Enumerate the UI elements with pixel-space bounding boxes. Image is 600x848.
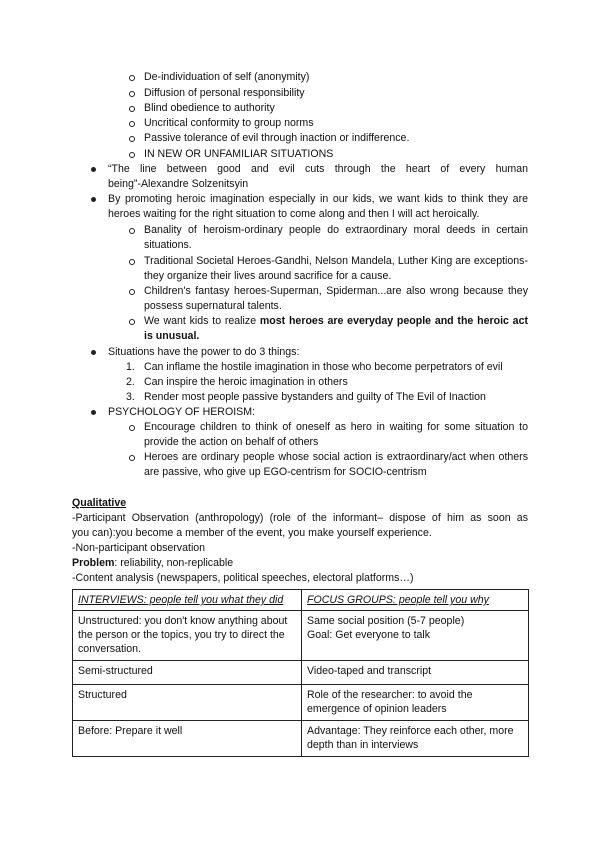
paragraph xyxy=(72,511,528,541)
quote-line: being”-Alexandre Solzenitsyin xyxy=(108,178,249,190)
section-heading: Qualitative xyxy=(72,497,127,509)
table-header-row xyxy=(73,590,529,611)
item-number: 1. xyxy=(126,361,135,373)
table-row xyxy=(73,611,529,661)
table-cell: Video-taped and transcript xyxy=(302,661,529,685)
list-item: Passive tolerance of evil through inaction or indifference. xyxy=(144,131,528,146)
problem-label: Problem xyxy=(72,557,115,569)
item-text: Render most people passive bystanders and guilty of The Evil of Inaction xyxy=(144,391,486,403)
realize-text: We want kids to realize xyxy=(144,315,260,327)
item-number: 3. xyxy=(126,391,135,403)
list-item xyxy=(144,314,528,344)
table-cell: Unstructured: you don't know anything about the person or the topics, you try to direct the conversation. xyxy=(73,611,302,661)
heroic-line: heroes waiting for the right situation to come along and then I will act heroically. xyxy=(108,208,480,220)
table-row xyxy=(73,721,529,757)
comparison-table xyxy=(72,589,529,757)
numbered-item xyxy=(126,360,528,375)
paragraph: -Non-participant observation xyxy=(72,542,206,554)
realize-bold-text: most heroes are everyday people and the heroic act is unusual. xyxy=(144,315,528,342)
table-row xyxy=(73,685,529,721)
quote-line: “The line between good and evil cuts through the heart of every human xyxy=(108,163,528,175)
item-text: Can inspire the heroic imagination in others xyxy=(144,376,348,388)
list-item: Banality of heroism-ordinary people do extraordinary moral deeds in certain situations. xyxy=(144,224,528,251)
list-item: Traditional Societal Heroes-Gandhi, Nelson Mandela, Luther King are exceptions-they organize their lives around sacrifice for a cause. xyxy=(144,255,528,282)
paragraph: -Content analysis (newspapers, political speeches, electoral platforms…) xyxy=(72,572,414,584)
paragraph xyxy=(72,556,532,571)
item-number: 2. xyxy=(126,376,135,388)
table-cell: Role of the researcher: to avoid the emergence of opinion leaders xyxy=(302,685,529,721)
column-header: FOCUS GROUPS: people tell you why xyxy=(302,590,529,611)
heroic-line: By promoting heroic imagination especially in our kids, we want kids to think they are xyxy=(108,193,528,205)
table-row xyxy=(73,661,529,685)
table-cell: Semi-structured xyxy=(73,661,302,685)
list-item: Encourage children to think of oneself as hero in waiting for some situation to provide the action on behalf of others xyxy=(144,421,528,448)
paragraph-line: you can):you become a member of the event, you make yourself experience. xyxy=(72,527,432,539)
list-item: IN NEW OR UNFAMILIAR SITUATIONS xyxy=(144,147,528,162)
psychology-bullet: PSYCHOLOGY OF HEROISM: xyxy=(108,405,528,420)
table-cell: Before: Prepare it well xyxy=(73,721,302,757)
list-item: Diffusion of personal responsibility xyxy=(144,86,528,101)
list-item: Blind obedience to authority xyxy=(144,101,528,116)
table-cell: Structured xyxy=(73,685,302,721)
list-item: Uncritical conformity to group norms xyxy=(144,116,528,131)
heroic-bullet xyxy=(108,192,528,222)
paragraph-line: -Participant Observation (anthropology) (role of the informant– dispose of him as soon as xyxy=(72,512,528,524)
list-item: Children's fantasy heroes-Superman, Spiderman...are also wrong because they possess supernatural talents. xyxy=(144,285,528,312)
table-cell: Same social position (5-7 people) Goal: Get everyone to talk xyxy=(302,611,529,661)
list-item: Heroes are ordinary people whose social action is extraordinary/act when others are passive, who give up EGO-centrism for SOCIO-centrism xyxy=(144,451,528,478)
item-text: Can inflame the hostile imagination in those who become perpetrators of evil xyxy=(144,361,503,373)
numbered-item xyxy=(126,390,528,405)
list-item: De-individuation of self (anonymity) xyxy=(144,70,528,85)
column-header: INTERVIEWS: people tell you what they did xyxy=(73,590,302,611)
table-cell: Advantage: They reinforce each other, more depth than in interviews xyxy=(302,721,529,757)
situations-bullet: Situations have the power to do 3 things: xyxy=(108,345,528,360)
quote-bullet xyxy=(108,162,528,192)
problem-text: : reliability, non-replicable xyxy=(114,557,234,569)
numbered-item xyxy=(126,375,528,390)
